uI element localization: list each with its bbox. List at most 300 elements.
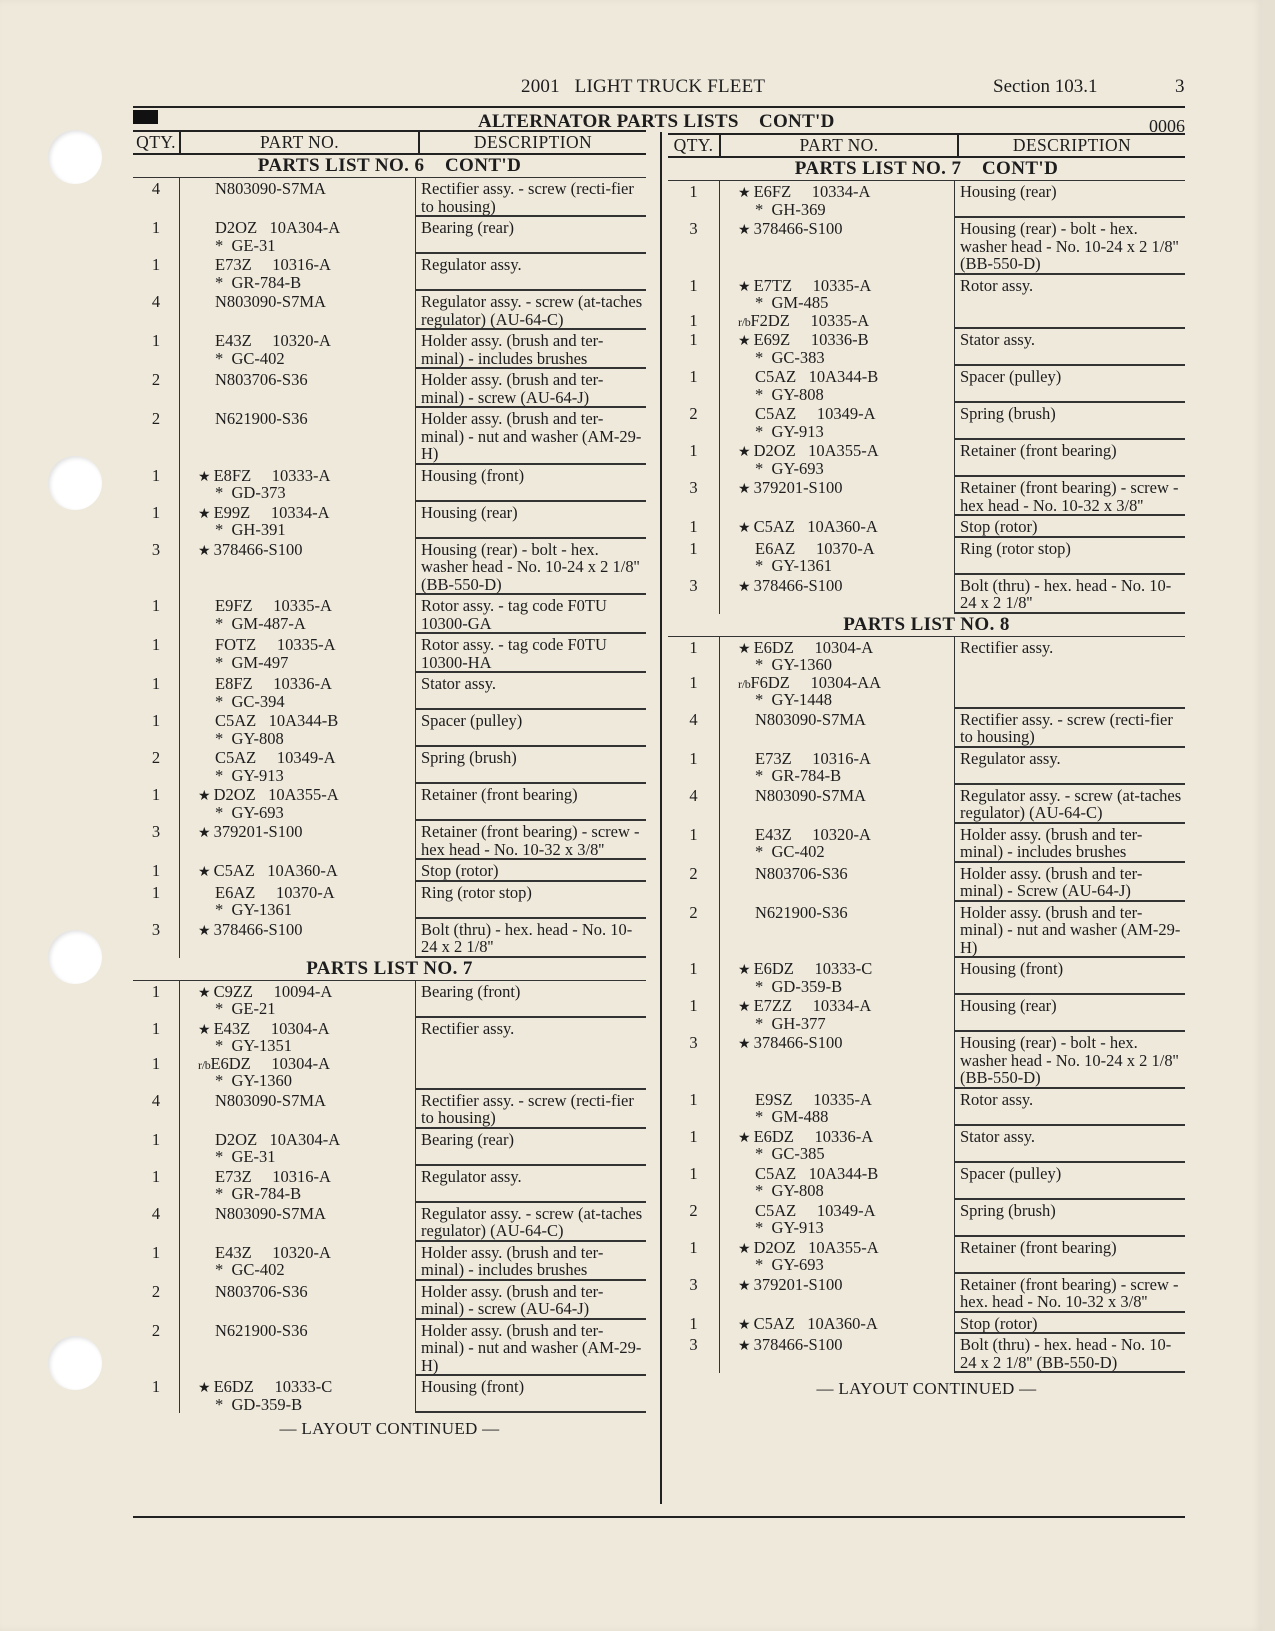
parts-table <box>668 158 1185 1373</box>
description-cell: Stator assy. <box>955 329 1185 366</box>
table-row <box>668 709 1185 748</box>
table-row <box>133 882 646 919</box>
part-line <box>198 654 415 672</box>
part-number: D2OZ 10A304-A <box>215 1129 341 1149</box>
star-icon: ★ <box>198 506 211 522</box>
part-number: C5AZ 10A344-B <box>755 367 879 386</box>
qty-cell <box>668 1334 719 1373</box>
qty-value: 1 <box>689 996 698 1015</box>
qty-value: 1 <box>689 182 698 201</box>
part-line <box>198 180 415 198</box>
part-number: * GC-402 <box>215 1260 285 1279</box>
part-line <box>738 518 954 536</box>
part-number: * GY-693 <box>755 458 824 478</box>
qty-value: 1 <box>151 1166 161 1186</box>
part-number-cell <box>179 595 416 634</box>
part-line <box>198 541 415 559</box>
qty-value: 1 <box>151 1377 161 1396</box>
table-row <box>668 958 1185 995</box>
part-number-cell <box>719 709 955 748</box>
part-line <box>738 1015 954 1033</box>
description-cell: Holder assy. (brush and ter-minal) - screw (AU-64-J) <box>416 369 646 408</box>
part-number: 379201-S100 <box>213 822 303 841</box>
star-icon: ★ <box>738 186 751 201</box>
table-row <box>133 1376 646 1413</box>
table-row <box>133 1203 646 1242</box>
part-number-cell <box>719 440 955 477</box>
part-number: N803706-S36 <box>215 370 308 389</box>
index-tab-marker <box>133 110 158 124</box>
description-cell: Regulator assy. - screw (at-taches regulator) (AU-64-C) <box>955 785 1185 824</box>
part-number-cell <box>179 1203 416 1242</box>
part-number: E73Z 10316-A <box>215 1166 331 1186</box>
part-number: * GD-373 <box>215 483 286 502</box>
table-row <box>668 538 1185 575</box>
replaced-by-marker: r/b <box>198 1057 211 1072</box>
part-header: PART NO. <box>181 132 420 153</box>
star-icon: ★ <box>738 1241 751 1257</box>
part-line <box>738 557 954 575</box>
qty-cell <box>668 785 719 824</box>
part-number-cell <box>179 330 416 369</box>
description-cell: Retainer (front bearing) <box>416 784 646 821</box>
description-cell: Holder assy. (brush and ter-minal) - Screw (AU-64-J) <box>955 863 1185 902</box>
part-line <box>738 1034 954 1052</box>
qty-cell <box>668 824 719 863</box>
star-icon: ★ <box>738 482 751 497</box>
part-line <box>738 312 954 330</box>
part-number: * GC-394 <box>215 691 285 711</box>
part-number: * GM-488 <box>755 1107 829 1126</box>
qty-value: 3 <box>689 1033 698 1052</box>
description-cell: Rectifier assy. <box>955 637 1185 709</box>
description-cell: Rectifier assy. - screw (recti-fier to housing) <box>416 1090 646 1129</box>
part-number-cell <box>179 1090 416 1129</box>
part-line <box>738 1219 954 1237</box>
description-cell: Spring (brush) <box>955 1200 1185 1237</box>
part-line <box>738 577 954 595</box>
part-line <box>738 349 954 367</box>
part-number: * GY-1360 <box>215 1071 292 1090</box>
part-number-cell <box>179 860 416 882</box>
part-number: C5AZ 10A360-A <box>753 517 878 536</box>
part-number: 378466-S100 <box>213 919 303 939</box>
description-cell: Ring (rotor stop) <box>416 882 646 919</box>
part-line <box>738 711 954 729</box>
star-icon: ★ <box>738 223 751 238</box>
binder-hole <box>48 930 102 984</box>
part-number-cell <box>179 1129 416 1166</box>
part-line <box>198 504 415 522</box>
qty-value: 1 <box>689 538 698 558</box>
part-line <box>198 636 415 654</box>
part-number: * GH-377 <box>755 1013 826 1033</box>
qty-value: 1 <box>689 517 698 536</box>
qty-cell <box>668 477 719 516</box>
running-header <box>138 76 1188 100</box>
star-icon: ★ <box>198 985 211 1001</box>
part-number: * GE-31 <box>215 235 276 255</box>
part-number: N803706-S36 <box>755 863 848 883</box>
part-number: E9SZ 10335-A <box>755 1089 872 1109</box>
qty-cell <box>668 275 719 330</box>
qty-cell <box>668 575 719 614</box>
table-row <box>133 595 646 634</box>
part-number: C5AZ 10A360-A <box>753 1313 878 1333</box>
part-line <box>198 1283 415 1301</box>
qty-value: 2 <box>151 370 161 389</box>
table-row <box>668 366 1185 403</box>
part-line <box>738 277 954 295</box>
part-number: C5AZ 10A344-B <box>215 711 339 730</box>
desc-header: DESCRIPTION <box>1012 135 1132 155</box>
qty-value: 2 <box>689 1200 698 1220</box>
qty-cell <box>133 981 179 1018</box>
qty-value: 1 <box>689 959 698 978</box>
table-row <box>133 178 646 217</box>
qty-cell <box>133 1090 179 1129</box>
qty-cell <box>133 465 179 502</box>
qty-cell <box>668 538 719 575</box>
description-cell: Bolt (thru) - hex. head - No. 10-24 x 2 1/8'' <box>955 575 1185 614</box>
table-row <box>668 516 1185 538</box>
part-line <box>738 960 954 978</box>
part-number: N803090-S7MA <box>755 709 866 729</box>
star-icon: ★ <box>738 1037 751 1052</box>
qty-value: 3 <box>689 478 698 497</box>
description-cell: Retainer (front bearing) - screw - hex head - No. 10-32 x 3/8'' <box>416 821 646 860</box>
part-number: 378466-S100 <box>753 219 843 238</box>
part-number-cell <box>719 1313 955 1335</box>
part-number-cell <box>719 637 955 709</box>
part-line <box>738 1091 954 1109</box>
description-cell: Holder assy. (brush and ter-minal) - includes brushes <box>955 824 1185 863</box>
part-line <box>198 693 415 711</box>
part-number: * GC-402 <box>755 842 825 861</box>
binder-hole <box>48 456 102 510</box>
description-cell: Regulator assy. <box>416 1166 646 1203</box>
star-icon: ★ <box>198 469 211 485</box>
qty-value: 1 <box>689 310 698 330</box>
part-number: 379201-S100 <box>753 478 843 497</box>
description-cell: Spacer (pulley) <box>955 1163 1185 1200</box>
part-number: N803090-S7MA <box>215 1090 326 1110</box>
part-number-cell <box>719 1089 955 1126</box>
description-cell: Bearing (rear) <box>416 217 646 254</box>
qty-cell <box>133 784 179 821</box>
table-row <box>668 995 1185 1032</box>
part-number: C5AZ 10349-A <box>215 748 336 767</box>
table-row <box>668 329 1185 366</box>
part-header: PART NO. <box>721 135 959 156</box>
part-number: E9FZ 10335-A <box>215 596 332 615</box>
part-line <box>738 639 954 657</box>
qty-value: 2 <box>689 902 698 922</box>
table-row <box>133 784 646 821</box>
part-number: D2OZ 10A304-A <box>215 218 341 237</box>
table-row <box>133 291 646 330</box>
part-line <box>738 1276 954 1294</box>
qty-value: 1 <box>689 1163 698 1183</box>
part-number-cell <box>179 408 416 465</box>
part-line <box>738 1128 954 1146</box>
qty-cell <box>133 747 179 784</box>
part-number-cell <box>179 539 416 596</box>
qty-value: 1 <box>689 330 698 349</box>
qty-value: 1 <box>151 635 161 654</box>
part-line <box>738 826 954 844</box>
table-row <box>133 408 646 465</box>
binder-hole <box>48 1336 102 1390</box>
qty-value: 1 <box>151 331 161 350</box>
table-row <box>133 919 646 958</box>
part-line <box>738 1336 954 1354</box>
part-line <box>738 1108 954 1126</box>
qty-cell <box>668 1163 719 1200</box>
table-row <box>668 218 1185 275</box>
part-number: E8FZ 10333-A <box>213 465 331 485</box>
part-line <box>198 730 415 748</box>
part-line <box>198 1092 415 1110</box>
part-number-cell <box>179 217 416 254</box>
qty-cell <box>133 1129 179 1166</box>
star-icon: ★ <box>738 1278 751 1294</box>
qty-value <box>668 656 719 674</box>
description-cell: Housing (rear) - bolt - hex. washer head - No. 10-24 x 2 1/8'' (BB-550-D) <box>955 218 1185 275</box>
part-number-cell <box>719 1334 955 1373</box>
qty-value: 2 <box>151 1320 161 1340</box>
part-number: C5AZ 10349-A <box>755 404 876 423</box>
part-line <box>738 386 954 404</box>
table-row <box>133 465 646 502</box>
star-icon: ★ <box>198 1381 211 1396</box>
qty-value: 1 <box>689 824 698 844</box>
document-title: ALTERNATOR PARTS LISTS CONT'D <box>478 111 835 132</box>
part-number: N621900-S36 <box>215 409 308 428</box>
part-number: E6DZ 10336-A <box>753 1126 874 1146</box>
qty-cell <box>133 1242 179 1281</box>
qty-cell <box>668 1313 719 1335</box>
document-code: 0006 <box>1149 116 1185 136</box>
desc-header: DESCRIPTION <box>473 132 593 152</box>
part-line <box>198 1072 415 1090</box>
star-icon: ★ <box>198 1022 211 1038</box>
part-number-cell <box>719 1274 955 1313</box>
star-icon: ★ <box>198 543 211 559</box>
qty-cell <box>133 539 179 596</box>
description-cell: Bolt (thru) - hex. head - No. 10-24 x 2 1/8'' (BB-550-D) <box>955 1334 1185 1373</box>
parts-table <box>133 155 646 1413</box>
part-number: E73Z 10316-A <box>215 255 331 274</box>
qty-cell <box>133 330 179 369</box>
part-number: * GY-1361 <box>215 900 292 919</box>
part-number-cell <box>179 821 416 860</box>
qty-value: 2 <box>151 409 161 428</box>
binder-hole <box>48 130 102 184</box>
qty-cell <box>668 218 719 275</box>
qty-value: 3 <box>689 1335 698 1354</box>
table-row <box>133 821 646 860</box>
part-line <box>198 749 415 767</box>
part-number-cell <box>719 516 955 538</box>
qty-value: 1 <box>151 465 161 485</box>
part-number: * GY-1448 <box>755 690 832 709</box>
part-line <box>198 884 415 902</box>
part-line <box>198 1168 415 1186</box>
section-title: PARTS LIST NO. 6 CONT'D <box>133 155 646 178</box>
table-row <box>668 1089 1185 1126</box>
qty-cell <box>133 408 179 465</box>
column-header <box>668 133 1185 158</box>
part-line <box>198 371 415 389</box>
qty-value: 4 <box>689 785 698 805</box>
part-line <box>738 865 954 883</box>
description-cell: Holder assy. (brush and ter-minal) - nut and washer (AM-29-H) <box>416 408 646 465</box>
part-number: C5AZ 10349-A <box>755 1200 876 1220</box>
table-row <box>668 1126 1185 1163</box>
part-number: * GY-693 <box>755 1255 824 1274</box>
part-line <box>738 656 954 674</box>
qty-cell <box>133 1203 179 1242</box>
description-cell: Holder assy. (brush and ter-minal) - includes brushes <box>416 1242 646 1281</box>
part-line <box>738 442 954 460</box>
left-column <box>133 130 646 1439</box>
part-number-cell <box>179 634 416 673</box>
qty-cell <box>133 1281 179 1320</box>
qty-cell <box>668 181 719 218</box>
part-number-cell <box>179 673 416 710</box>
qty-value: 3 <box>689 219 698 238</box>
part-line <box>198 983 415 1001</box>
description-cell: Spring (brush) <box>955 403 1185 440</box>
part-line <box>198 1020 415 1038</box>
replaced-by-marker: r/b <box>738 314 751 329</box>
part-number: E43Z 10320-A <box>215 331 331 350</box>
qty-cell <box>668 863 719 902</box>
qty-header: QTY. <box>668 135 721 156</box>
qty-cell <box>668 1237 719 1274</box>
part-number: * GE-21 <box>215 999 276 1018</box>
qty-cell <box>133 821 179 860</box>
part-number: * GY-808 <box>755 1181 824 1200</box>
part-number-cell <box>719 958 955 995</box>
star-icon: ★ <box>738 1317 751 1333</box>
part-line <box>738 331 954 349</box>
description-cell: Housing (front) <box>416 1376 646 1413</box>
part-number: E43Z 10304-A <box>213 1018 330 1038</box>
part-number-cell <box>179 1281 416 1320</box>
qty-cell <box>133 178 179 217</box>
part-line <box>198 804 415 822</box>
part-number: 378466-S100 <box>753 575 843 595</box>
qty-value <box>133 1037 179 1055</box>
qty-value: 1 <box>151 502 161 522</box>
part-line <box>738 767 954 785</box>
part-number-cell <box>719 477 955 516</box>
qty-cell <box>668 516 719 538</box>
qty-cell <box>668 440 719 477</box>
part-line <box>198 1261 415 1279</box>
table-row <box>668 785 1185 824</box>
table-row <box>668 902 1185 959</box>
description-cell: Spring (brush) <box>416 747 646 784</box>
star-icon: ★ <box>198 865 211 880</box>
part-line <box>198 1000 415 1018</box>
part-number: * GY-913 <box>755 421 824 441</box>
column-divider <box>660 132 662 1504</box>
description-cell: Housing (front) <box>416 465 646 502</box>
part-number: D2OZ 10A355-A <box>753 1237 879 1257</box>
qty-value: 2 <box>689 404 698 423</box>
part-line <box>198 293 415 311</box>
table-row <box>668 1313 1185 1335</box>
part-number: C5AZ 10A344-B <box>755 1163 879 1183</box>
part-line <box>738 1202 954 1220</box>
qty-value: 1 <box>689 748 698 768</box>
description-cell: Housing (rear) <box>416 502 646 539</box>
qty-cell <box>133 710 179 747</box>
part-number: 378466-S100 <box>753 1033 843 1052</box>
qty-header: QTY. <box>133 132 181 153</box>
qty-cell <box>133 1320 179 1377</box>
qty-value: 3 <box>689 575 698 595</box>
section-number: Section 103.1 <box>993 76 1098 97</box>
part-number: * GY-1360 <box>755 655 832 674</box>
table-row <box>133 747 646 784</box>
description-cell: Housing (rear) - bolt - hex. washer head - No. 10-24 x 2 1/8'' (BB-550-D) <box>416 539 646 596</box>
part-line <box>738 423 954 441</box>
star-icon: ★ <box>198 923 211 939</box>
qty-cell <box>668 902 719 959</box>
table-row <box>668 748 1185 785</box>
part-number: * GR-784-B <box>755 766 842 785</box>
part-number: * GM-487-A <box>215 613 306 633</box>
part-number: E7TZ 10335-A <box>753 275 872 295</box>
description-cell: Rectifier assy. <box>416 1018 646 1090</box>
part-line <box>198 823 415 841</box>
table-row <box>133 1090 646 1129</box>
part-number: E7ZZ 10334-A <box>753 996 872 1015</box>
table-row <box>133 981 646 1018</box>
part-number: * GY-913 <box>215 765 284 785</box>
description-cell: Bolt (thru) - hex. head - No. 10-24 x 2 1/8'' <box>416 919 646 958</box>
part-line <box>198 1205 415 1223</box>
part-line <box>738 674 954 692</box>
table-row <box>133 710 646 747</box>
qty-cell <box>133 595 179 634</box>
part-number-cell <box>179 369 416 408</box>
qty-cell <box>133 1376 179 1413</box>
part-line <box>198 921 415 939</box>
table-row <box>133 502 646 539</box>
table-row <box>133 539 646 596</box>
part-number: E6FZ 10334-A <box>753 182 871 201</box>
part-number-cell <box>719 575 955 614</box>
part-line <box>198 1396 415 1414</box>
table-row <box>668 440 1185 477</box>
qty-value <box>133 1072 179 1090</box>
part-number: F6DZ 10304-AA <box>750 672 882 692</box>
table-row <box>133 330 646 369</box>
part-number-cell <box>719 181 955 218</box>
part-line <box>198 410 415 428</box>
qty-value: 3 <box>689 1274 698 1294</box>
section-title: PARTS LIST NO. 7 <box>133 958 646 981</box>
part-line <box>198 786 415 804</box>
part-line <box>738 978 954 996</box>
qty-value: 1 <box>151 711 161 730</box>
qty-cell <box>133 217 179 254</box>
